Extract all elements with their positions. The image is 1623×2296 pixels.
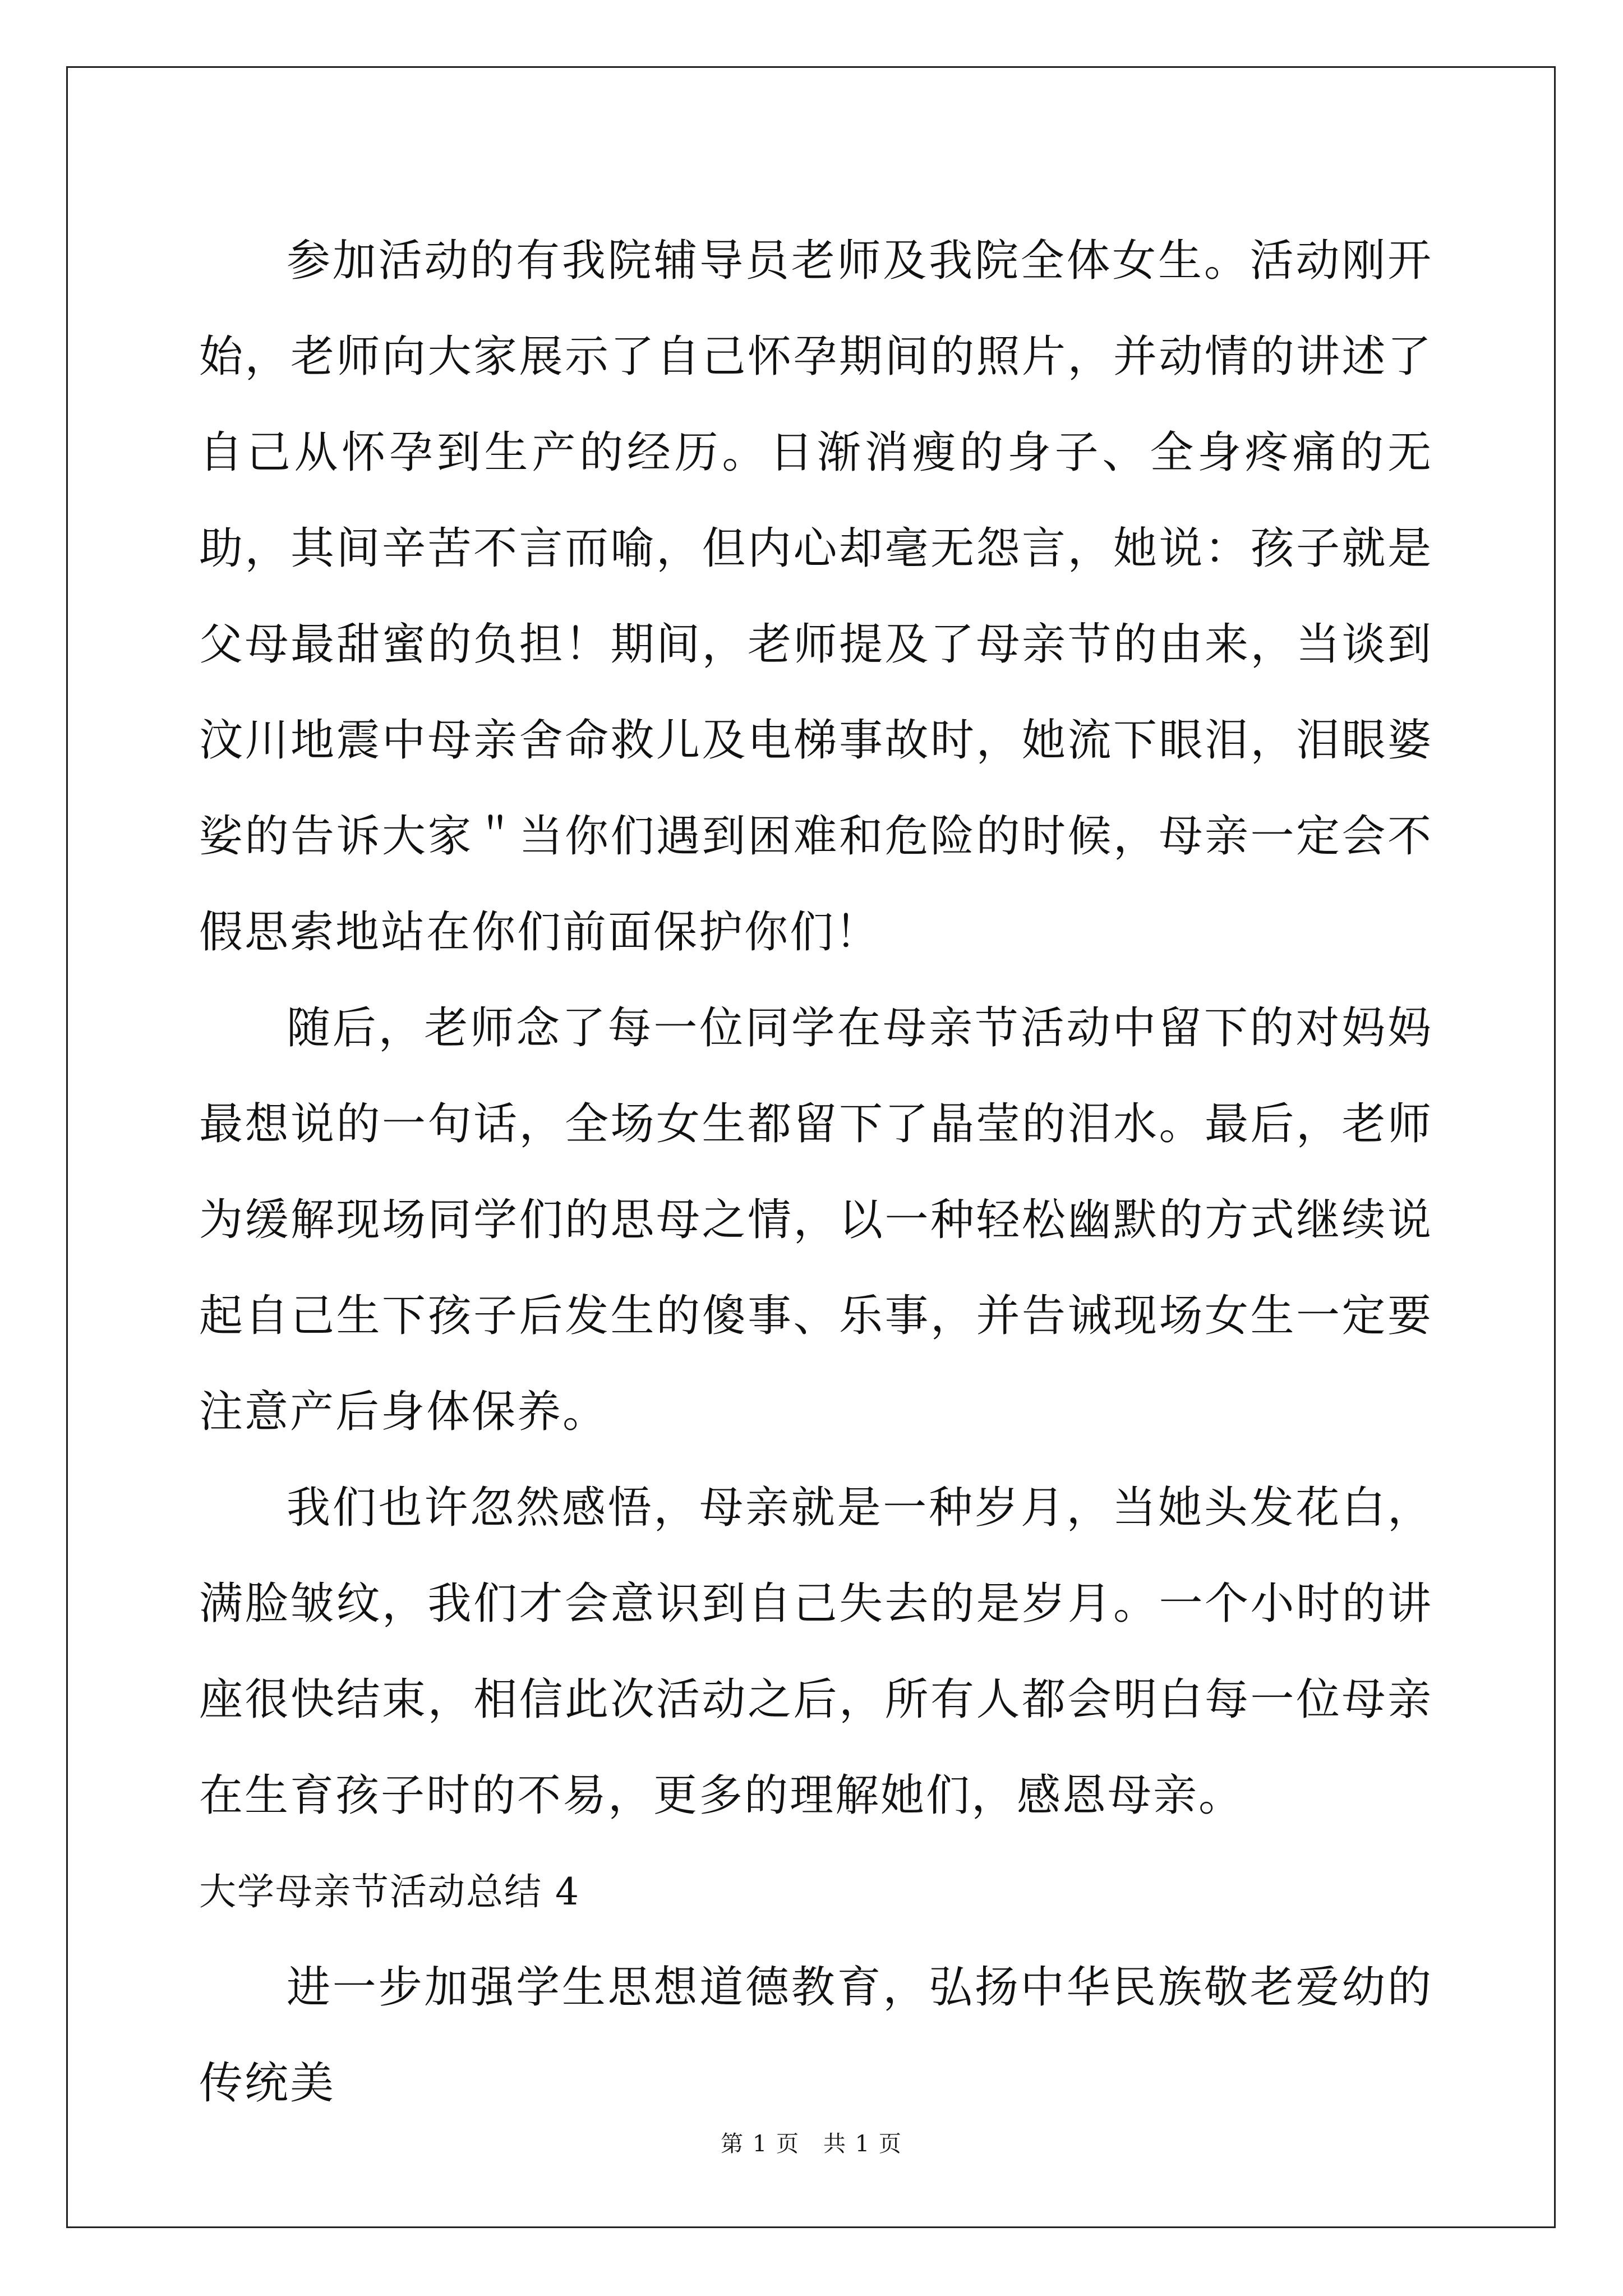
- paragraph-3: 我们也许忽然感悟，母亲就是一种岁月，当她头发花白，满脸皱纹，我们才会意识到自己失去的是岁月。一个小时的讲座很快结束，相信此次活动之后，所有人都会明白每一位母亲在生育孩子时的不易，更多的理解她们，感恩母亲。: [199, 1483, 1433, 1821]
- paragraph-2: 随后，老师念了每一位同学在母亲节活动中留下的对妈妈最想说的一句话，全场女生都留下了晶莹的泪水。最后，老师为缓解现场同学们的思母之情，以一种轻松幽默的方式继续说起自己生下孩子后发生的傻事、乐事，并告诫现场女生一定要注意产后身体保养。: [199, 1003, 1433, 1437]
- paragraph-4: 进一步加强学生思想道德教育，弘扬中华民族敬老爱幼的传统美: [199, 1962, 1433, 2109]
- page-footer: 第 1 页 共 1 页: [721, 2131, 902, 2157]
- document-body: [199, 213, 1433, 2132]
- section-heading: 大学母亲节活动总结 4: [199, 1870, 580, 1913]
- paragraph-1: 参加活动的有我院辅导员老师及我院全体女生。活动刚开始，老师向大家展示了自己怀孕期间的照片，并动情的讲述了自己从怀孕到生产的经历。日渐消瘦的身子、全身疼痛的无助，其间辛苦不言而喻，但内心却毫无怨言，她说：孩子就是父母最甜蜜的负担！期间，老师提及了母亲节的由来，当谈到汶川地震中母亲舍命救儿及电梯事故时，她流下眼泪，泪眼婆娑的告诉大家＂当你们遇到困难和危险的时候，母亲一定会不假思索地站在你们前面保护你们！: [199, 236, 1433, 958]
